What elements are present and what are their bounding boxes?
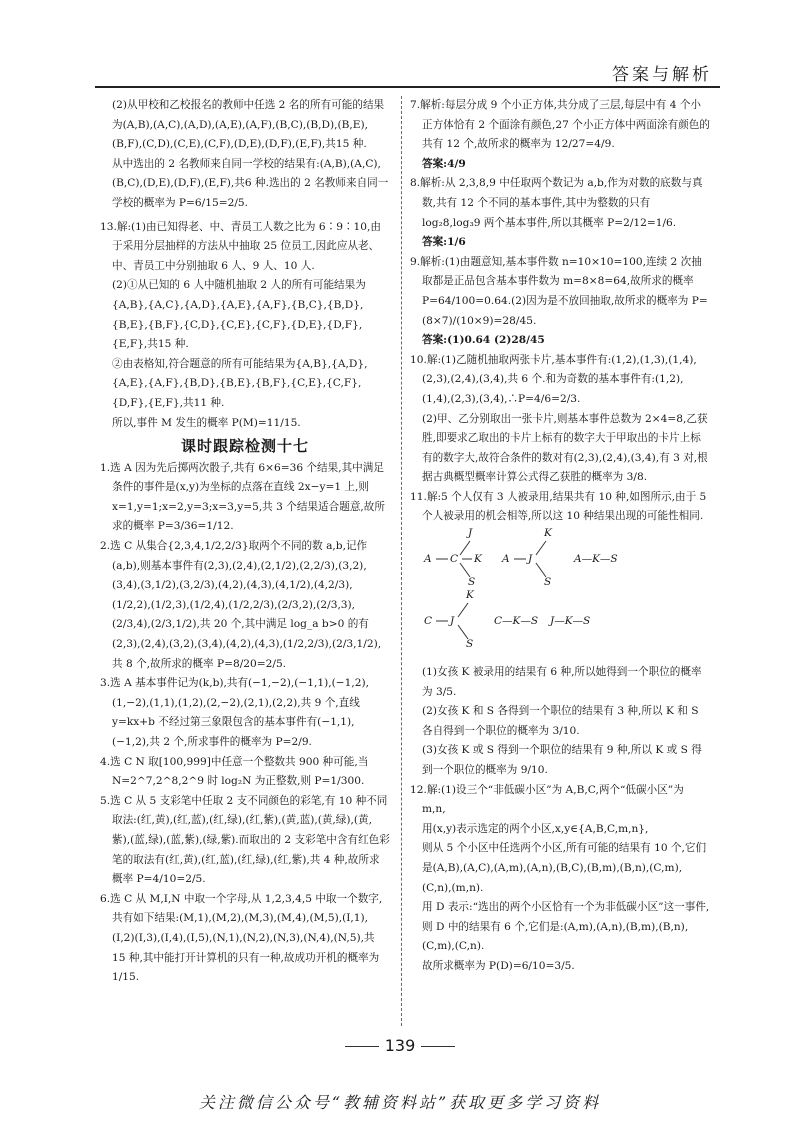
paragraph: 用(x,y)表示选定的两个小区,x,y∈{A,B,C,m,n},: [422, 822, 649, 835]
paragraph: (2)从甲校和乙校报名的教师中任选 2 名的所有可能的结果为(A,B),(A,C),(A,D),(A,E),(A,F),(B,C),(B,D),(B,E),(B,F),(C,D),(C,E),(C,F),(D,E),(D,F),(E,F),共15 种.: [112, 99, 385, 151]
paragraph: 所以,事件 M 发生的概率 P(M)=11/15.: [112, 416, 301, 429]
chain-2: C—K—S: [494, 615, 539, 628]
answer-item-1: 1.选 A 因为先后掷两次骰子,共有 6×6=36 个结果,其中满足条件的事件是(x,y)为坐标的点落在直线 2x−y=1 上,则 x=1,y=1;x=2,y=3;x=3,y=5,共 3 个结果适合题意,故所求的概率 P=3/36=1/12.: [100, 461, 385, 533]
tree-lines: [410, 529, 710, 659]
footer-note: 关注微信公众号“教辅资料站”获取更多学习资料: [198, 1093, 602, 1112]
answer-item-10-part1: 10.解:(1)乙随机抽取两张卡片,基本事件有:(1,2),(1,3),(1,4),(2,3),(2,4),(3,4),共 6 个.和为奇数的基本事件有:(1,2),(1,4),(2,3),(3,4),∴P=4/6=2/3.: [410, 353, 697, 405]
answer-9-result: 答案:(1)0.64 (2)28/45: [422, 334, 545, 347]
answer-item-3: 3.选 A 基本事件记为(k,b),共有(−1,−2),(−1,1),(−1,2),(1,−2),(1,1),(1,2),(2,−2),(2,1),(2,2),共 9 个,直线 y=kx+b 不经过第三象限包含的基本事件有(−1,1),(−1,2),共 2 个,所求事件的概率为 P=2/9.: [100, 677, 369, 748]
paragraph: 用 D 表示:“选出的两个小区恰有一个为非低碳小区”这一事件,则 D 中的结果有 6 个,它们是:(A,m),(A,n),(B,m),(B,n),(C,m),(C,n).: [422, 901, 710, 953]
answer-12-part2: [100, 96, 390, 214]
chain-1: A—K—S: [574, 553, 618, 566]
header-rule: [95, 86, 720, 88]
answer-item-10-part2: (2)甲、乙分别取出一张卡片,则基本事件总数为 2×4=8,乙获胜,即要求乙取出的卡片上标有的数字大于甲取出的卡片上标有的数字大,故符合条件的数对有(2,3),(2,4),(3,4),有 3 对,根据古典概型概率计算公式得乙获胜的概率为 3/8.: [422, 412, 708, 484]
answer-7-result: 答案:4/9: [422, 157, 466, 170]
tree3-leaf: S: [466, 638, 474, 651]
chain-3: J—K—S: [550, 615, 591, 628]
tree3-leaf: K: [466, 589, 474, 602]
answer-item-12: 12.解:(1)设三个“非低碳小区”为 A,B,C,两个“低碳小区”为 m,n,: [410, 783, 684, 816]
tree1-node: C: [450, 553, 459, 566]
answer-item-11: 11.解:5 个人仅有 3 人被录用,结果共有 10 种,如图所示,由于 5 个人被录用的机会相等,所以这 10 种结果出现的可能性相同.: [410, 490, 707, 523]
answer-13: [100, 218, 390, 434]
paragraph: ②由表格知,符合题意的所有可能结果为{A,B},{A,D},{A,E},{A,F},{B,D},{B,E},{B,F},{C,E},{C,F},{D,F},{E,F},共11 种.: [112, 357, 368, 409]
tree1-root: A: [424, 553, 432, 566]
answer-item-5: 5.选 C 从 5 支彩笔中任取 2 支不同颜色的彩笔,有 10 种不同取法:(红,黄),(红,蓝),(红,绿),(红,紫),(黄,蓝),(黄,绿),(黄,紫),(蓝,绿),(蓝,紫),(绿,紫).而取出的 2 支彩笔中含有红色彩笔的取法有(红,黄),(红,蓝),(红,绿),(红,紫),共 4 种,故所求概率 P=4/10=2/5.: [100, 794, 390, 886]
paragraph: (2)①从已知的 6 人中随机抽取 2 人的所有可能结果为{A,B},{A,C},{A,D},{A,E},{A,F},{B,C},{B,D},{B,E},{B,F},{C,D},{C,E},{C,F},{D,E},{D,F},{E,F},共15 种.: [112, 279, 366, 351]
page-number-dash: [345, 1046, 379, 1047]
tree3-root: C: [424, 615, 433, 628]
answer-item-2: 2.选 C 从集合{2,3,4,1/2,2/3}取两个不同的数 a,b,记作(a,b),则基本事件有(2,3),(2,4),(2,1/2),(2,2/3),(3,2),(3,4),(3,1/2),(3,2/3),(4,2),(4,3),(4,1/2),(4,2/3),(1/2,2),(1/2,3),(1/2,4),(1/2,2/3),(2/3,2),(2/3,3),(2/3,4),(2/3,1/2),共 20 个,其中满足 log_a b>0 的有(2,3),(2,4),(3,2),(3,4),(4,2),(4,3),(1/2,2/3),(2/3,1/2),共 8 个,故所求的概率 P=8/20=2/5.: [100, 540, 382, 670]
answer-8-result: 答案:1/6: [422, 236, 466, 249]
tree1-leaf: J: [468, 527, 473, 540]
left-column: [100, 96, 390, 988]
answer-11-part1: (1)女孩 K 被录用的结果有 6 种,所以她得到一个职位的概率为 3/5.: [422, 666, 702, 698]
tree3-node: J: [450, 615, 455, 628]
answer-11-part2: (2)女孩 K 和 S 各得到一个职位的结果有 3 种,所以 K 和 S 各自得到一个职位的概率为 3/10.: [422, 705, 699, 737]
right-column: [410, 96, 710, 977]
tree1-leaf: K: [474, 553, 482, 566]
answer-item-9: 9.解析:(1)由题意知,基本事件数 n=10×10=100,连续 2 次抽取都是正品包含基本事件数为 m=8×8=64,故所求的概率 P=64/100=0.64.(2)因为是不放回抽取,故所求的概率为 P=(8×7)/(10×9)=28/45.: [410, 255, 708, 327]
tree-diagram: [410, 529, 710, 659]
tree2-leaf: S: [544, 576, 552, 589]
page-number: [0, 1036, 800, 1055]
paragraph: 13.解:(1)由已知得老、中、青员工人数之比为 6∶9∶10,由于采用分层抽样的方法从中抽取 25 位员工,因此应从老、中、青员工中分别抽取 6 人、9 人、10 人.: [100, 220, 381, 272]
answer-item-7: 7.解析:每层分成 9 个小正方体,共分成了三层,每层中有 4 个小正方体恰有 2 个面涂有颜色,27 个小正方体中两面涂有颜色的共有 12 个,故所求的概率为 12/27=4/9.: [410, 99, 710, 151]
tree2-leaf: K: [544, 527, 552, 540]
tree1-leaf: S: [468, 576, 476, 589]
paragraph: 从中选出的 2 名教师来自同一学校的结果有:(A,B),(A,C),(B,C),(D,E),(D,F),(E,F),共6 种.选出的 2 名教师来自同一学校的概率为 P=6/15=2/5.: [112, 157, 389, 209]
header-title: 答案与解析: [612, 65, 712, 85]
answer-11-part3: (3)女孩 K 或 S 得到一个职位的结果有 9 种,所以 K 或 S 得到一个职位的概率为 9/10.: [422, 744, 702, 777]
answer-item-8: 8.解析:从 2,3,8,9 中任取两个数记为 a,b,作为对数的底数与真数,共有 12 个不同的基本事件,其中为整数的只有 log₂8,log₃9 两个基本事件,所以其概率 P=2/12=1/6.: [410, 177, 703, 229]
tree2-root: A: [502, 553, 510, 566]
tree2-node: J: [528, 553, 533, 566]
answer-item-4: 4.选 C N 取[100,999]中任意一个整数共 900 种可能,当 N=2^7,2^8,2^9 时 log₂N 为正整数,则 P=1/300.: [100, 755, 369, 788]
paragraph: 故所求概率为 P(D)=6/10=3/5.: [422, 959, 575, 972]
page-number-value: 139: [384, 1036, 416, 1055]
paragraph: 则从 5 个小区中任选两个小区,所有可能的结果有 10 个,它们是(A,B),(A,C),(A,m),(A,n),(B,C),(B,m),(B,n),(C,m),(C,n),(m,n).: [422, 842, 707, 894]
answer-item-6: 6.选 C 从 M,I,N 中取一个字母,从 1,2,3,4,5 中取一个数字,共有如下结果:(M,1),(M,2),(M,3),(M,4),(M,5),(I,1),(I,2)(I,3),(I,4),(I,5),(N,1),(N,2),(N,3),(N,4),(N,5),共 15 种,其中能打开计算机的只有一种,故成功开机的概率为 1/15.: [100, 892, 383, 984]
section-title: 课时跟踪检测十七: [180, 437, 309, 456]
column-divider: [401, 96, 402, 1026]
page-number-dash: [421, 1046, 455, 1047]
